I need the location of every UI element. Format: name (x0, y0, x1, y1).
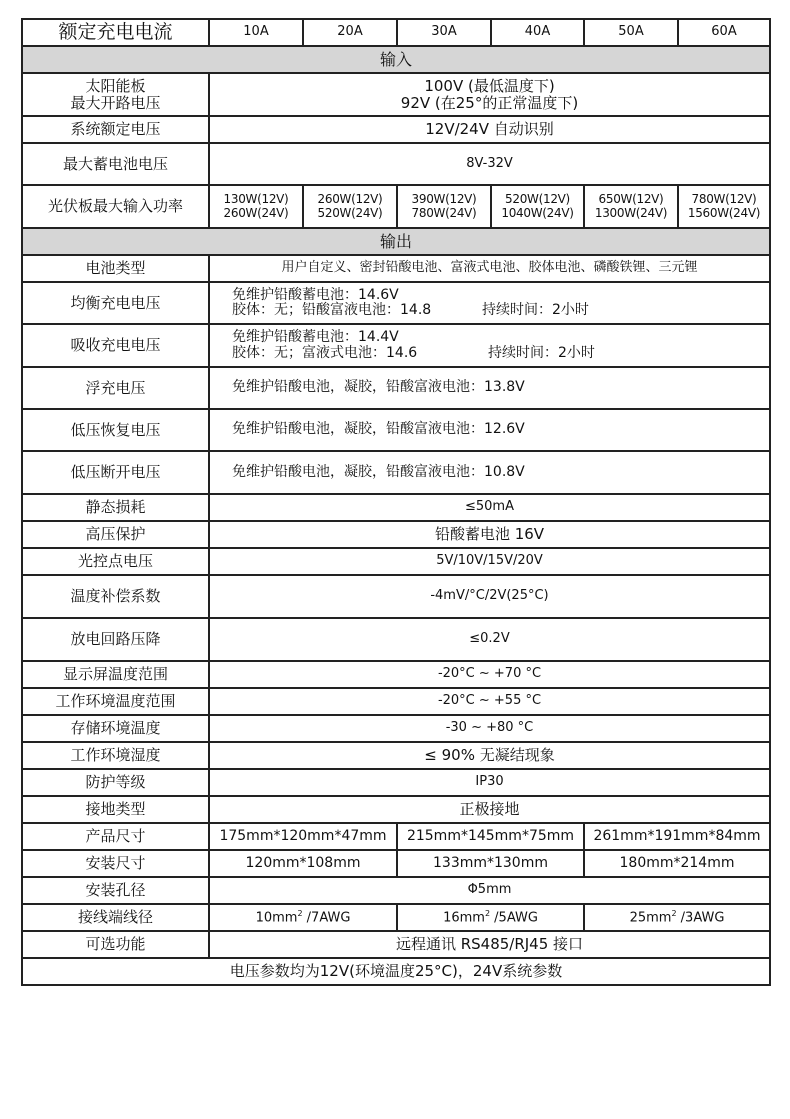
row-value: 远程通讯 RS485/RJ45 接口 (209, 931, 770, 958)
row-value: ≤ 90% 无凝结现象 (209, 742, 770, 769)
row-value: -30 ~ +80 °C (209, 715, 770, 742)
row-value: IP30 (209, 769, 770, 796)
max-battery-row (22, 143, 770, 185)
row-label: 吸收充电电压 (22, 324, 209, 367)
light-row (22, 548, 770, 575)
row-label: 防护等级 (22, 769, 209, 796)
row-label: 系统额定电压 (22, 116, 209, 143)
section-title: 输入 (22, 46, 770, 73)
row-label: 工作环境湿度 (22, 742, 209, 769)
ground-row (22, 796, 770, 823)
row-value: ≤0.2V (209, 618, 770, 661)
row-label: 存储环境温度 (22, 715, 209, 742)
display-temp-row (22, 661, 770, 688)
size-row (22, 823, 770, 850)
optional-row (22, 931, 770, 958)
row-value: 铅酸蓄电池 16V (209, 521, 770, 548)
pv-power-20a: 260W(12V) 520W(24V) (303, 185, 397, 228)
size-small: 175mm*120mm*47mm (209, 823, 397, 850)
equalize-row (22, 282, 770, 324)
wire-row (22, 904, 770, 931)
temp-comp-row (22, 575, 770, 618)
row-label: 可选功能 (22, 931, 209, 958)
section-title: 输出 (22, 228, 770, 255)
battery-type-row (22, 255, 770, 282)
wire-large: $25mm^2$ /3AWG (584, 904, 770, 931)
current-60a: 60A (678, 19, 770, 46)
pv-power-40a: 520W(12V) 1040W(24V) (491, 185, 584, 228)
current-10a: 10A (209, 19, 303, 46)
size-medium: 215mm*145mm*75mm (397, 823, 584, 850)
row-label: 接地类型 (22, 796, 209, 823)
label-line: 太阳能板 (85, 77, 146, 95)
row-label: 低压断开电压 (22, 451, 209, 494)
row-value: 免维护铅酸蓄电池：14.6V 胶体：无；铅酸富液电池：14.8 持续时间：2小时 (209, 282, 770, 324)
row-label: 电池类型 (22, 255, 209, 282)
row-label: 接线端线径 (22, 904, 209, 931)
drop-row (22, 618, 770, 661)
row-label: 安装尺寸 (22, 850, 209, 877)
current-40a: 40A (491, 19, 584, 46)
current-30a: 30A (397, 19, 491, 46)
storage-temp-row (22, 715, 770, 742)
pv-power-10a: 130W(12V) 260W(24V) (209, 185, 303, 228)
system-voltage-row (22, 116, 770, 143)
label-line: 最大开路电压 (70, 93, 161, 112)
row-value: -4mV/°C/2V(25°C) (209, 575, 770, 618)
row-value: 正极接地 (209, 796, 770, 823)
row-value: 8V-32V (209, 143, 770, 185)
row-label: 静态损耗 (22, 494, 209, 521)
ovp-row (22, 521, 770, 548)
row-value: 5V/10V/15V/20V (209, 548, 770, 575)
row-value: 免维护铅酸电池，凝胶，铅酸富液电池：13.8V (209, 367, 770, 409)
wire-medium: $16mm^2$ /5AWG (397, 904, 584, 931)
footer-row (22, 958, 770, 985)
value-line: 92V (在25°的正常温度下) (400, 93, 579, 112)
humidity-row (22, 742, 770, 769)
row-value: 免维护铅酸电池，凝胶，铅酸富液电池：10.8V (209, 451, 770, 494)
pv-power-30a: 390W(12V) 780W(24V) (397, 185, 491, 228)
output-section-header (22, 228, 770, 255)
float-row (22, 367, 770, 409)
mount-medium: 133mm*130mm (397, 850, 584, 877)
row-value: 免维护铅酸蓄电池：14.4V 胶体：无；富液式电池：14.6 持续时间：2小时 (209, 324, 770, 367)
mount-large: 180mm*214mm (584, 850, 770, 877)
absorb-row (22, 324, 770, 367)
row-label: 产品尺寸 (22, 823, 209, 850)
row-label: 均衡充电电压 (22, 282, 209, 324)
row-label: 安装孔径 (22, 877, 209, 904)
row-value: 免维护铅酸电池，凝胶，铅酸富液电池：12.6V (209, 409, 770, 451)
row-label: 放电回路压降 (22, 618, 209, 661)
spec-table (21, 18, 771, 986)
mount-small: 120mm*108mm (209, 850, 397, 877)
row-label: 温度补偿系数 (22, 575, 209, 618)
lv-disconnect-row (22, 451, 770, 494)
wire-small: $10mm^2$ /7AWG (209, 904, 397, 931)
lv-recover-row (22, 409, 770, 451)
row-label (22, 73, 209, 116)
row-value: 12V/24V 自动识别 (209, 116, 770, 143)
idle-row (22, 494, 770, 521)
size-large: 261mm*191mm*84mm (584, 823, 770, 850)
row-label: 工作环境温度范围 (22, 688, 209, 715)
pv-voc-row (22, 73, 770, 116)
row-label: 浮充电压 (22, 367, 209, 409)
pv-power-row (22, 185, 770, 228)
hole-row (22, 877, 770, 904)
work-temp-row (22, 688, 770, 715)
row-label: 高压保护 (22, 521, 209, 548)
row-label: 光伏板最大输入功率 (22, 185, 209, 228)
ip-row (22, 769, 770, 796)
row-value (209, 73, 770, 116)
rated-current-row (22, 19, 770, 46)
row-value: ≤50mA (209, 494, 770, 521)
row-label: 最大蓄电池电压 (22, 143, 209, 185)
input-section-header (22, 46, 770, 73)
row-value: 用户自定义、密封铅酸电池、富液式电池、胶体电池、磷酸铁锂、三元锂 (209, 255, 770, 282)
row-label: 光控点电压 (22, 548, 209, 575)
value-line: 100V (最低温度下) (424, 77, 555, 95)
row-value: Φ5mm (209, 877, 770, 904)
current-20a: 20A (303, 19, 397, 46)
row-label: 显示屏温度范围 (22, 661, 209, 688)
current-50a: 50A (584, 19, 678, 46)
pv-power-50a: 650W(12V) 1300W(24V) (584, 185, 678, 228)
footer-note: 电压参数均为12V(环境温度25°C)，24V系统参数 (22, 958, 770, 985)
rated-current-label: 额定充电电流 (22, 19, 209, 46)
row-value: -20°C ~ +55 °C (209, 688, 770, 715)
row-value: -20°C ~ +70 °C (209, 661, 770, 688)
row-label: 低压恢复电压 (22, 409, 209, 451)
pv-power-60a: 780W(12V) 1560W(24V) (678, 185, 770, 228)
mount-row (22, 850, 770, 877)
